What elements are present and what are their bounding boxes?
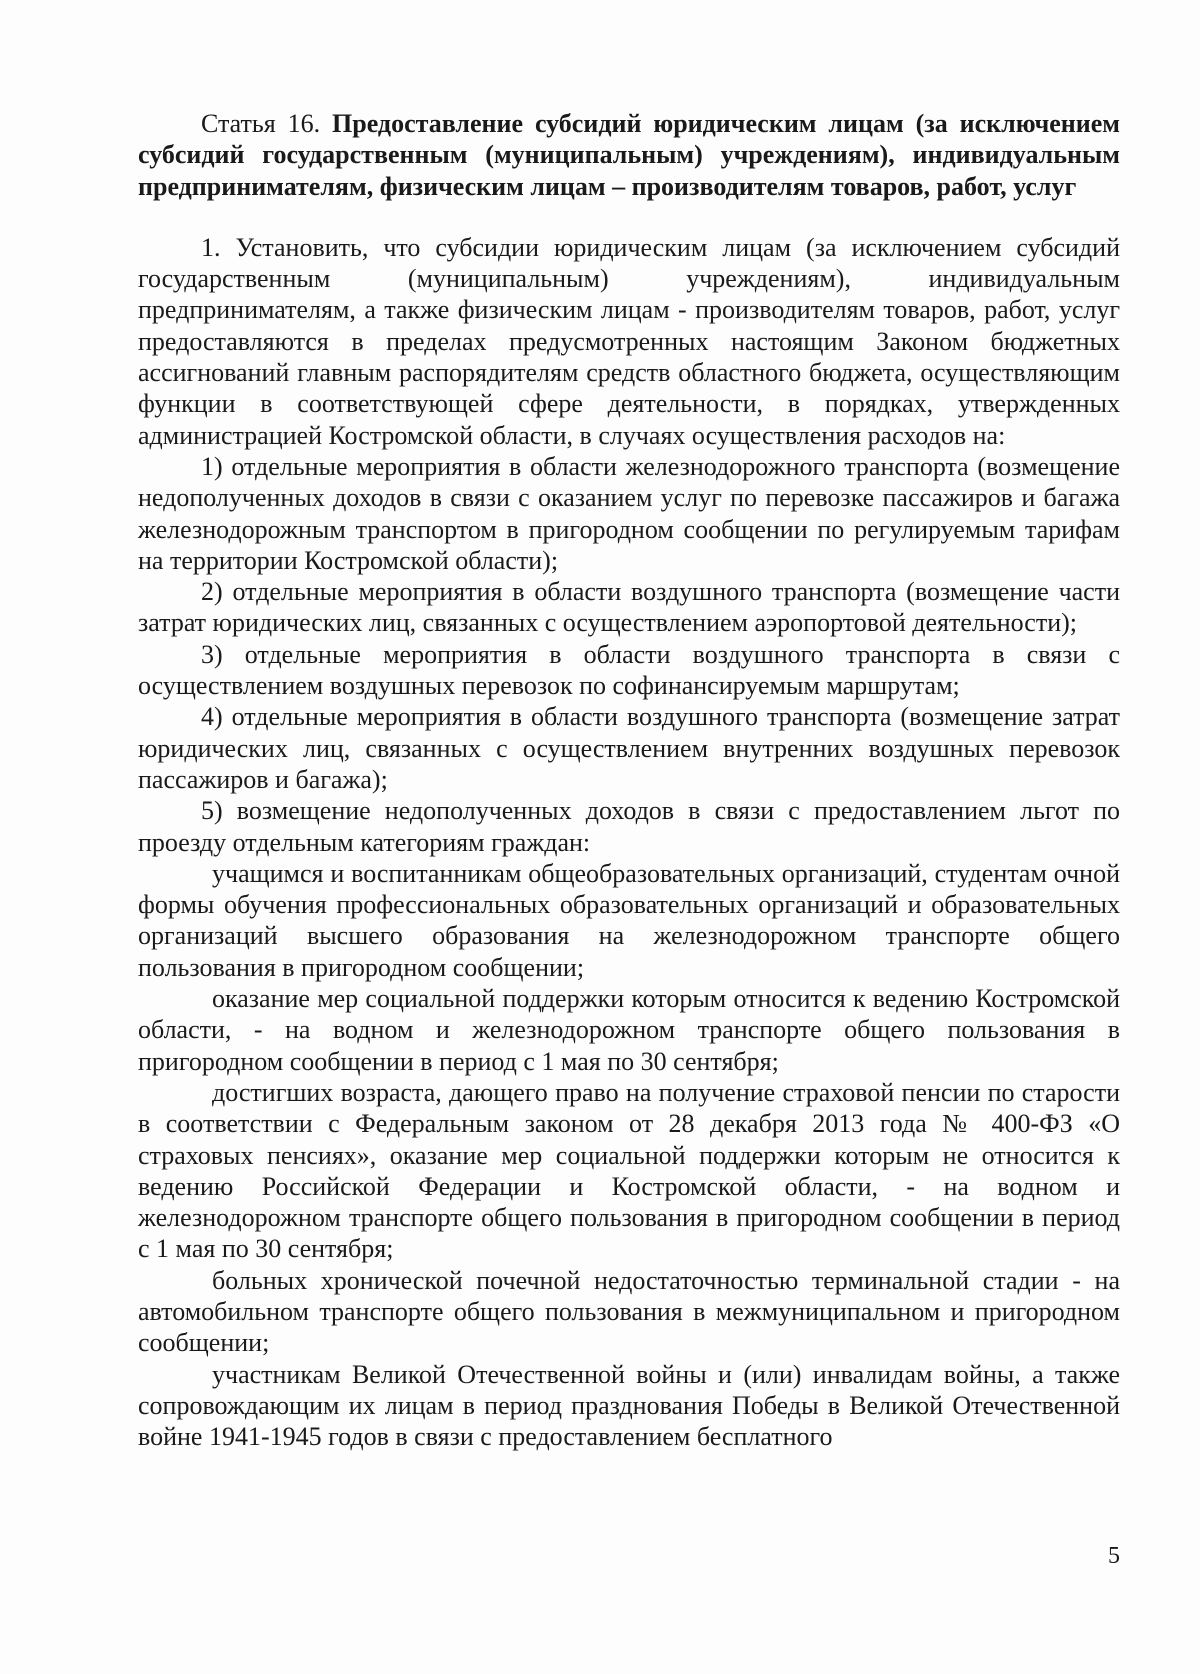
paragraph-1: 1. Установить, что субсидии юридическим лицам (за исключением субсидий государственным (муниципальным) учреждениям), индивидуальным предпринимателям, а также физическим лицам - производителям товаров, работ, услуг предоставляются в пределах предусмотренных настоящим Законом бюджетных ассигнований главным распорядителям средств областного бюджета, осуществляющим функции в соответствующей сфере деятельности, в порядках, утвержденных администрацией Костромской области, в случаях осуществления расходов на: bbox=[138, 232, 1120, 450]
list-item-3: 3) отдельные мероприятия в области воздушного транспорта в связи с осуществлением воздушных перевозок по софинансируемым маршрутам; bbox=[138, 639, 1120, 701]
list-item-1: 1) отдельные мероприятия в области железнодорожного транспорта (возмещение недополученных доходов в связи с оказанием услуг по перевозке пассажиров и багажа железнодорожным транспортом в пригородном сообщении по регулируемым тарифам на территории Костромской области); bbox=[138, 451, 1120, 575]
list-item-4: 4) отдельные мероприятия в области воздушного транспорта (возмещение затрат юридических лиц, связанных с осуществлением внутренних воздушных перевозок пассажиров и багажа); bbox=[138, 702, 1120, 794]
list-item-2: 2) отдельные мероприятия в области воздушного транспорта (возмещение части затрат юридических лиц, связанных с осуществлением аэропортовой деятельности); bbox=[138, 577, 1120, 638]
document-body bbox=[138, 108, 1120, 1452]
sub-item-social-support: оказание мер социальной поддержки которым относится к ведению Костромской области, - на водном и железнодорожном транспорте общего пользования в пригородном сообщении в период с 1 мая по 30 сентября; bbox=[138, 984, 1120, 1076]
article-number: Статья 16. bbox=[201, 109, 333, 138]
article-heading bbox=[138, 108, 1120, 202]
article-title: Предоставление субсидий юридическим лицам (за исключением субсидий государственным (муниципальным) учреждениям), индивидуальным предпринимателям, физическим лицам – производителям товаров, работ, услуг bbox=[138, 109, 1120, 201]
sub-item-veterans: участникам Великой Отечественной войны и (или) инвалидам войны, а также сопровождающим их лицам в период празднования Победы в Великой Отечественной войне 1941-1945 годов в связи с предоставлением бесплатного bbox=[138, 1359, 1120, 1452]
page-number: 5 bbox=[1108, 1543, 1120, 1569]
sub-item-students: учащимся и воспитанникам общеобразовательных организаций, студентам очной формы обучения профессиональных образовательных организаций и образовательных организаций высшего образования на железнодорожном транспорте общего пользования в пригородном сообщении; bbox=[138, 858, 1120, 982]
sub-item-pensioners: достигших возраста, дающего право на получение страховой пенсии по старости в соответствии с Федеральным законом от 28 декабря 2013 года № 400-ФЗ «О страховых пенсиях», оказание мер социальной поддержки которым не относится к ведению Российской Федерации и Костромской области, - на водном и железнодорожном транспорте общего пользования в пригородном сообщении в период с 1 мая по 30 сентября; bbox=[138, 1077, 1120, 1264]
list-item-5: 5) возмещение недополученных доходов в связи с предоставлением льгот по проезду отдельным категориям граждан: bbox=[138, 796, 1120, 857]
sub-item-kidney-patients: больных хронической почечной недостаточностью терминальной стадии - на автомобильном транспорте общего пользования в межмуниципальном и пригородном сообщении; bbox=[138, 1265, 1120, 1358]
